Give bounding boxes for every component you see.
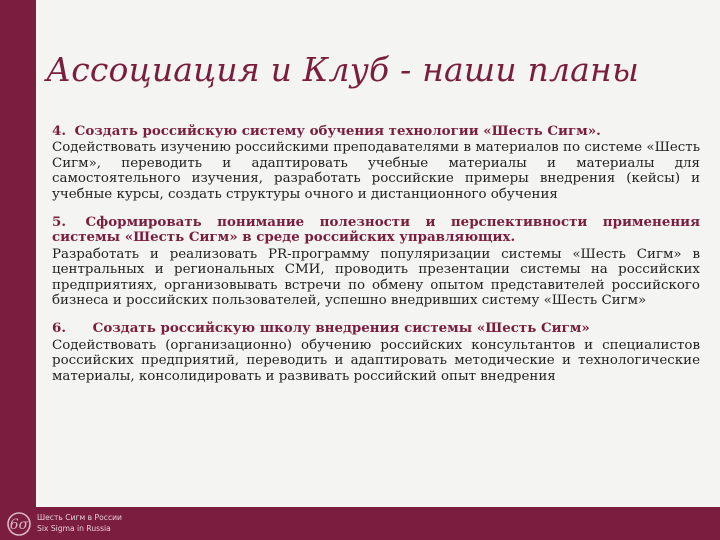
plan-item-text: Содействовать (организационно) обучению российских консультантов и специалистов российских предприятий, переводить и адаптировать методические и технологические материалы, консолидировать и развивать российский опыт внедрения xyxy=(52,337,700,384)
plan-item-heading xyxy=(52,215,700,246)
plan-item-heading xyxy=(52,124,700,139)
plan-item-number: 5. xyxy=(52,214,66,231)
plan-item-text: Разработать и реализовать PR-программу популяризации системы «Шесть Сигм» в центральных и региональных СМИ, проводить презентации системы на российских предприятиях, организовывать встречи по обмену опытом представителей российского бизнеса и российских пользователей, успешно внедривших систему «Шесть Сигм» xyxy=(52,246,700,309)
slide-body xyxy=(52,124,700,397)
plan-item-6 xyxy=(52,321,700,384)
slide-title: Ассоциация и Клуб - наши планы xyxy=(46,50,640,89)
plan-item-heading-text: Создать российскую систему обучения технологии «Шесть Сигм». xyxy=(74,123,601,139)
plan-item-5 xyxy=(52,215,700,308)
slide-content-area xyxy=(36,0,720,507)
plan-item-text: Содействовать изучению российскими преподавателями в материалов по системе «Шесть Сигм», переводить и адаптировать учебные материалы и материалы для самостоятельного изучения, разработать российские примеры внедрения (кейсы) и учебные курсы, создать структуры очного и дистанционного обучения xyxy=(52,140,700,202)
footer-caption-en: Six Sigma in Russia xyxy=(37,524,111,533)
footer-caption xyxy=(37,512,122,534)
plan-item-number: 4. xyxy=(52,123,66,139)
plan-item-heading-text: Сформировать понимание полезности и перспективности применения системы «Шесть Сигм» в среде российских управляющих. xyxy=(52,214,700,246)
plan-item-heading-text: Создать российскую школу внедрения системы «Шесть Сигм» xyxy=(92,320,590,337)
plan-item-heading xyxy=(52,321,700,336)
footer-caption-ru: Шесть Сигм в России xyxy=(37,513,122,522)
plan-item-4 xyxy=(52,124,700,202)
six-sigma-logo-icon xyxy=(4,507,34,537)
plan-item-number: 6. xyxy=(52,320,66,337)
svg-text:6σ: 6σ xyxy=(9,517,29,533)
